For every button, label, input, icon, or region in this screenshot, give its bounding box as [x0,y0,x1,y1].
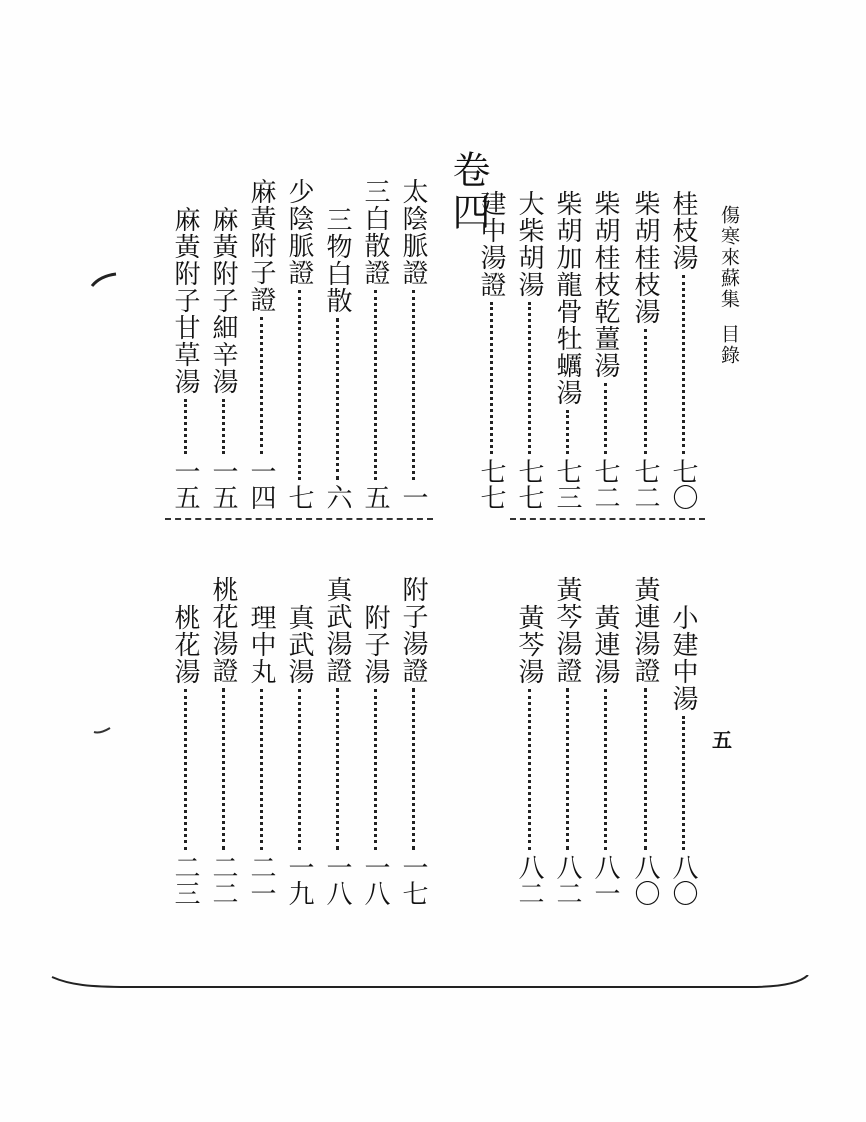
entry-page: 一八 [360,854,390,906]
dot-leader [528,302,531,454]
dot-leader [644,688,647,850]
entry-title: 麻黃附子甘草湯 [170,206,200,395]
entry-page: 八二 [552,854,582,906]
dot-leader [412,688,415,850]
toc-entry[interactable] [398,178,428,510]
entry-page: 六 [322,484,352,510]
entry-title: 桂枝湯 [668,190,698,271]
dot-leader [222,399,225,454]
entry-page: 七三 [552,458,582,510]
entry-title: 建中湯證 [476,190,506,298]
entry-page: 一九 [284,854,314,906]
entry-page: 五 [360,484,390,510]
entry-page: 一四 [246,458,276,510]
entry-title: 桃花湯 [170,604,200,685]
entry-title: 麻黃附子細辛湯 [208,206,238,395]
entry-title: 麻黃附子證 [246,178,276,313]
scan-speck [90,270,120,290]
dot-leader [336,688,339,850]
divider [510,518,705,520]
entry-page: 七二 [590,458,620,510]
dot-leader [298,689,301,850]
toc-entry[interactable] [590,604,620,906]
entry-page: 二一 [246,854,276,906]
toc-entry[interactable] [360,178,390,510]
page-edge-line [50,975,810,993]
entry-page: 一八 [322,854,352,906]
toc-entry[interactable] [360,604,390,906]
entry-title: 柴胡桂枝湯 [630,190,660,325]
entry-page: 七七 [514,458,544,510]
dot-leader [566,410,569,454]
entry-title: 黃連湯證 [630,576,660,684]
entry-title: 黃連湯 [590,604,620,685]
dot-leader [374,689,377,850]
running-header [718,205,740,366]
entry-page: 七二 [630,458,660,510]
entry-page: 八〇 [668,854,698,906]
entry-title: 小建中湯 [668,604,698,712]
toc-entry[interactable] [322,576,352,906]
entry-title: 附子湯證 [398,576,428,684]
dot-leader [566,688,569,850]
book-title: 傷寒來蘇集 [718,205,740,310]
toc-entry[interactable] [552,576,582,906]
page-number: 五 [712,728,732,752]
dot-leader [222,688,225,850]
dot-leader [374,290,377,480]
toc-entry[interactable] [668,604,698,906]
entry-title: 三物白散 [322,206,352,314]
dot-leader [604,383,607,454]
toc-entry[interactable] [630,190,660,510]
dot-leader [336,318,339,480]
entry-title: 三白散證 [360,178,390,286]
dot-leader [528,689,531,850]
dot-leader [260,689,263,850]
toc-entry[interactable] [170,604,200,906]
toc-entry[interactable] [246,604,276,906]
dot-leader [682,716,685,850]
entry-page: 八〇 [630,854,660,906]
entry-title: 黃芩湯證 [552,576,582,684]
dot-leader [298,290,301,480]
toc-entry[interactable] [514,604,544,906]
toc-entry[interactable] [668,190,698,510]
divider [165,518,433,520]
entry-page: 七 [284,484,314,510]
entry-title: 柴胡加龍骨牡蠣湯 [552,190,582,406]
toc-entry[interactable] [284,178,314,510]
entry-page: 二三 [170,854,200,906]
dot-leader [184,399,187,454]
dot-leader [604,689,607,850]
entry-title: 理中丸 [246,604,276,685]
toc-entry[interactable] [208,576,238,906]
toc-entry[interactable] [322,206,352,510]
entry-page: 八二 [514,854,544,906]
toc-entry[interactable] [246,178,276,510]
entry-title: 真武湯證 [322,576,352,684]
toc-entry[interactable] [208,206,238,510]
entry-page: 一 [398,484,428,510]
entry-title: 大柴胡湯 [514,190,544,298]
entry-page: 七七 [476,458,506,510]
entry-page: 八一 [590,854,620,906]
entry-page: 一七 [398,854,428,906]
entry-title: 黃芩湯 [514,604,544,685]
entry-page: 一五 [170,458,200,510]
toc-entry[interactable] [590,190,620,510]
dot-leader [490,302,493,454]
toc-entry[interactable] [284,604,314,906]
section-label: 目錄 [718,324,740,366]
entry-title: 附子湯 [360,604,390,685]
entry-page: 七〇 [668,458,698,510]
dot-leader [682,275,685,454]
volume-heading: 卷四 [446,150,490,234]
entry-page: 二二 [208,854,238,906]
dot-leader [644,329,647,454]
dot-leader [260,317,263,454]
entry-title: 柴胡桂枝乾薑湯 [590,190,620,379]
dot-leader [412,290,415,480]
toc-entry[interactable] [630,576,660,906]
entry-title: 太陰脈證 [398,178,428,286]
toc-entry[interactable] [476,190,506,510]
toc-entry[interactable] [398,576,428,906]
toc-entry[interactable] [514,190,544,510]
entry-title: 少陰脈證 [284,178,314,286]
entry-page: 一五 [208,458,238,510]
entry-title: 真武湯 [284,604,314,685]
toc-entry[interactable] [170,206,200,510]
toc-entry[interactable] [552,190,582,510]
scan-speck [92,720,114,736]
entry-title: 桃花湯證 [208,576,238,684]
dot-leader [184,689,187,850]
